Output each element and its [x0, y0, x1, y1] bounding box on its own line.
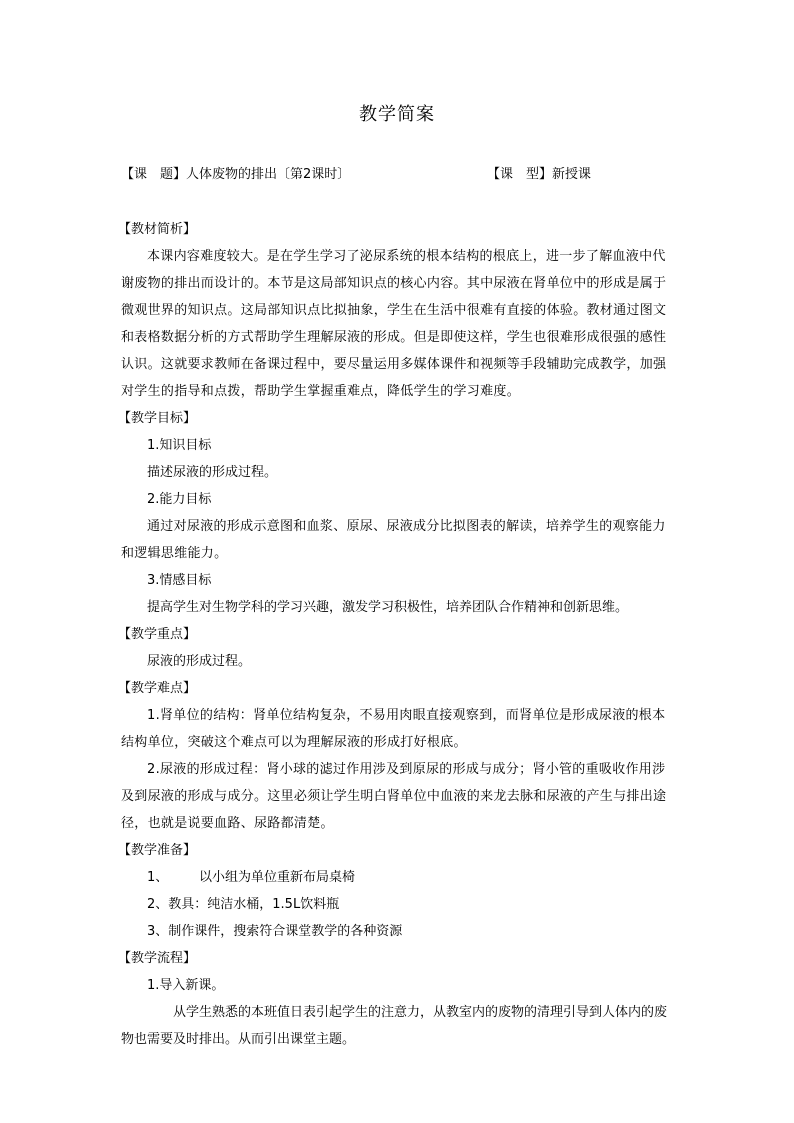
goal-knowledge-text: 描述尿液的形成过程。 [147, 465, 278, 480]
preparation-item [121, 918, 677, 945]
preparation-item [121, 864, 677, 891]
document-body [118, 216, 677, 1053]
lesson-topic: 【课 题】人体废物的排出〔第2课时〕 [121, 167, 351, 182]
preparation-item-text: 以小组为单位重新布局桌椅 [199, 870, 356, 885]
difficulty-1-text: 1.肾单位的结构：肾单位结构复杂，不易用肉眼直接观察到，而肾单位是形成尿液的根本结构单位，突破这个难点可以为理解尿液的形成打好根底。 [121, 708, 666, 750]
preparation-item-number: 3、 [147, 924, 169, 939]
preparation-item [121, 891, 677, 918]
textbook-analysis-paragraph: 本课内容难度较大。是在学生学习了泌尿系统的根本结构的根底上，进一步了解血液中代谢废物的排出而设计的。本节是这局部知识点的核心内容。其中尿液在肾单位中的形成是属于微观世界的知识点。这局部知识点比拟抽象，学生在生活中很难有直接的体验。教材通过图文和表格数据分析的方式帮助学生理解尿液的形成。但是即使这样，学生也很难形成很强的感性认识。这就要求教师在备课过程中，要尽量运用多媒体课件和视频等手段辅助完成教学，加强对学生的指导和点拨，帮助学生掌握重难点，降低学生的学习难度。 [121, 249, 667, 399]
document-title: 教学简案 [359, 104, 435, 125]
goal-knowledge-label: 1.知识目标 [147, 438, 212, 453]
lesson-meta [121, 163, 681, 183]
preparation-item-number: 1、 [147, 870, 169, 885]
section-heading-key-points: 【教学重点】 [118, 627, 197, 642]
section-heading-teaching-process: 【教学流程】 [118, 951, 197, 966]
preparation-item-text: 制作课件，搜索符合课堂教学的各种资源 [168, 924, 403, 939]
section-heading-preparation: 【教学准备】 [118, 843, 197, 858]
lesson-type: 【课 型】新授课 [487, 167, 592, 182]
goal-ability-label: 2.能力目标 [147, 492, 212, 507]
section-heading-difficulties: 【教学难点】 [118, 681, 197, 696]
section-heading-textbook-analysis: 【教材简析】 [118, 222, 197, 237]
preparation-item-text: 教具：纯洁水桶，1.5L饮料瓶 [168, 897, 340, 912]
difficulty-2-text: 2.尿液的形成过程：肾小球的滤过作用涉及到原尿的形成与成分；肾小管的重吸收作用涉及到尿液的形成与成分。这里必须让学生明白肾单位中血液的来龙去脉和尿液的产生与排出途径，也就是说要血路、尿路都清楚。 [121, 762, 667, 831]
process-step-text: 从学生熟悉的本班值日表引起学生的注意力，从教室内的废物的清理引导到人体内的废物也需要及时排出。从而引出课堂主题。 [121, 1005, 668, 1047]
key-point-text: 尿液的形成过程。 [147, 654, 252, 669]
process-step-label: 1.导入新课。 [147, 978, 225, 993]
goal-emotion-text: 提高学生对生物学科的学习兴趣，激发学习积极性，培养团队合作精神和创新思维。 [147, 600, 629, 615]
goal-ability-text: 通过对尿液的形成示意图和血浆、原尿、尿液成分比拟图表的解读，培养学生的观察能力和逻辑思维能力。 [121, 519, 666, 561]
goal-emotion-label: 3.情感目标 [147, 573, 212, 588]
preparation-item-number: 2、 [147, 897, 169, 912]
section-heading-teaching-goals: 【教学目标】 [118, 411, 197, 426]
